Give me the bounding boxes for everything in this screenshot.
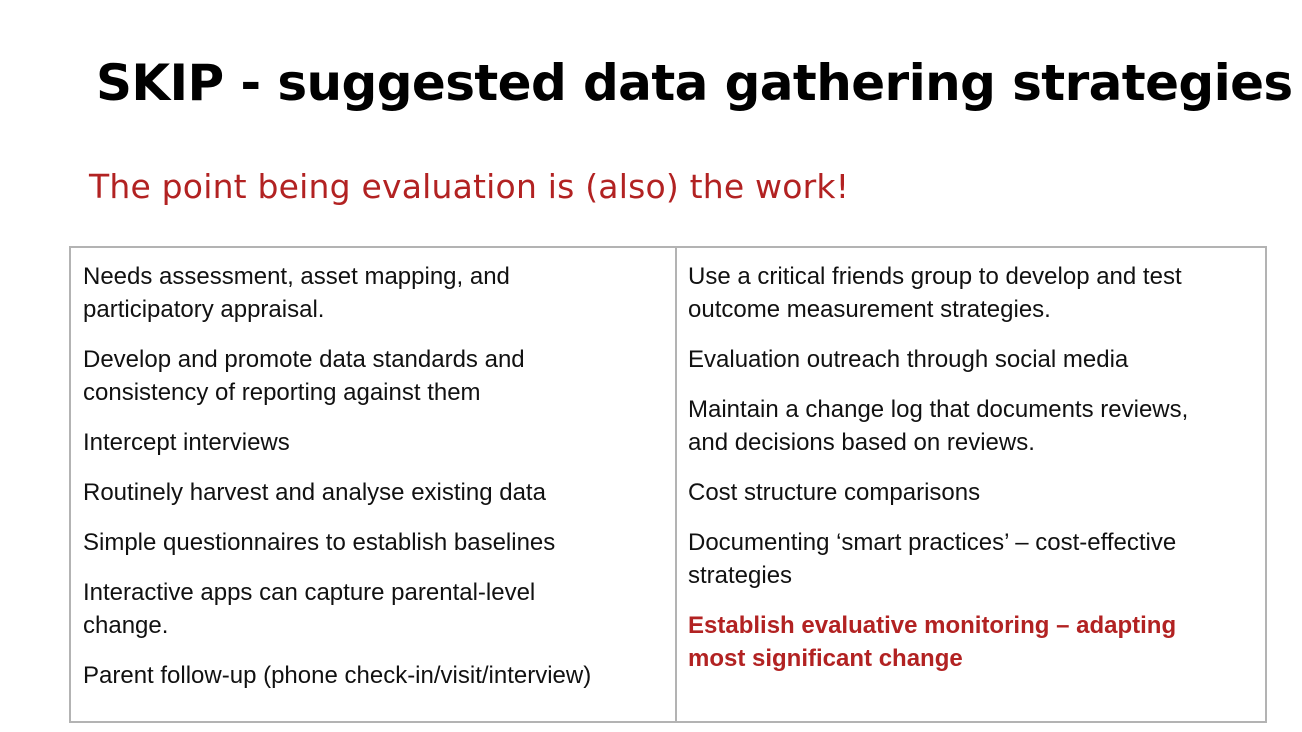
list-item: Cost structure comparisons bbox=[688, 479, 981, 506]
list-item: Simple questionnaires to establish baselines bbox=[83, 529, 556, 556]
list-item: Maintain a change log that documents reviews, and decisions based on reviews. bbox=[688, 396, 1189, 456]
table-column-right bbox=[677, 248, 1265, 721]
list-item: Develop and promote data standards and consistency of reporting against them bbox=[83, 346, 525, 406]
list-item: Interactive apps can capture parental-level change. bbox=[83, 579, 536, 639]
list-item: Routinely harvest and analyse existing data bbox=[83, 479, 546, 506]
slide-title: SKIP - suggested data gathering strategies bbox=[96, 54, 1293, 112]
list-item: Intercept interviews bbox=[83, 429, 290, 456]
list-item: Needs assessment, asset mapping, and participatory appraisal. bbox=[83, 263, 510, 323]
list-item: Evaluation outreach through social media bbox=[688, 346, 1129, 373]
highlighted-list-item: Establish evaluative monitoring – adapting most significant change bbox=[688, 612, 1177, 672]
strategy-table bbox=[69, 246, 1267, 723]
list-item: Use a critical friends group to develop and test outcome measurement strategies. bbox=[688, 263, 1182, 323]
list-item: Documenting ‘smart practices’ – cost-effective strategies bbox=[688, 529, 1177, 589]
table-column-left bbox=[71, 248, 677, 721]
slide-subtitle: The point being evaluation is (also) the work! bbox=[89, 167, 850, 206]
list-item: Parent follow-up (phone check-in/visit/interview) bbox=[83, 662, 592, 689]
